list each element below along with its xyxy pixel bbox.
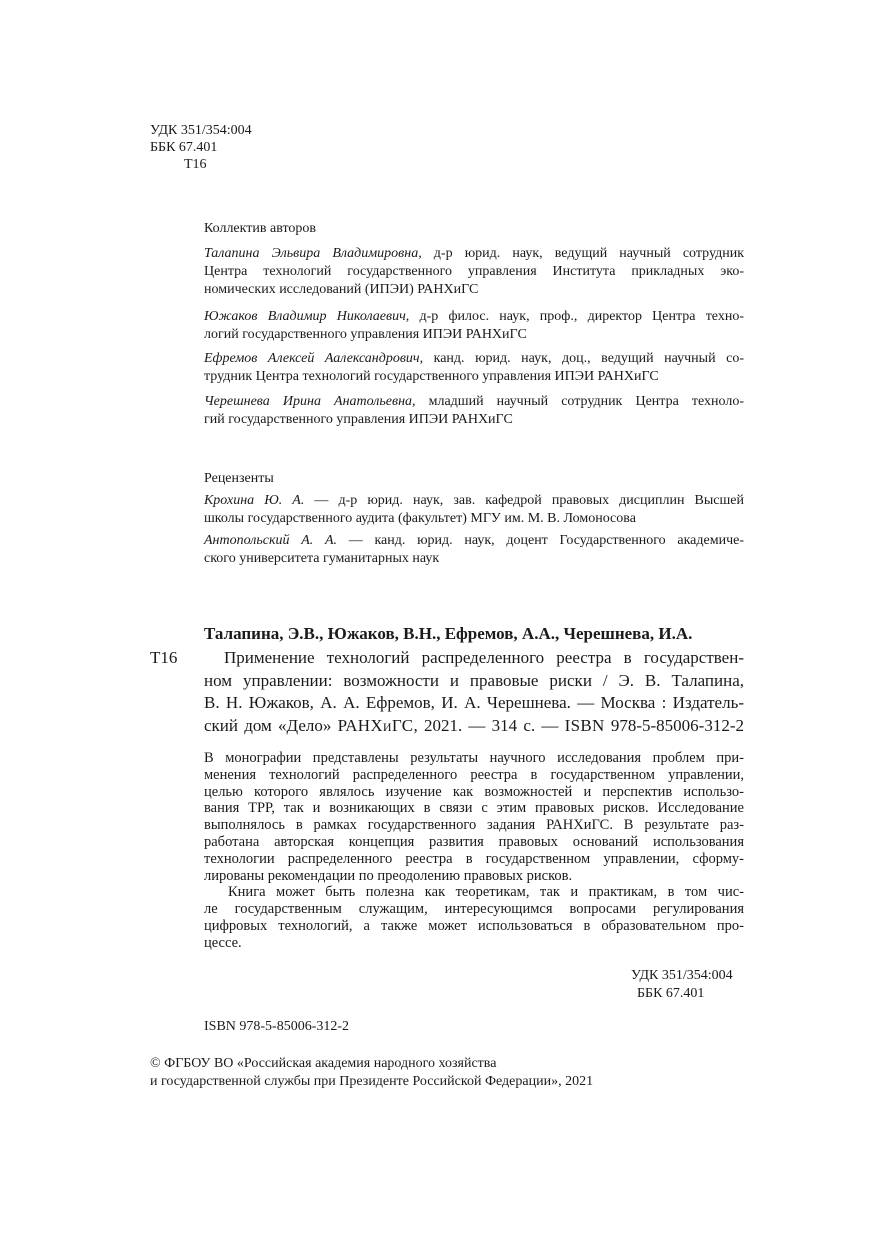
author-name: Ефремов Алексей Аалександрович, (204, 351, 424, 366)
udk-code: УДК 351/354:004 (150, 123, 252, 138)
citation-body: Применение технологий распределенного реестра в государствен- ном управлении: возможности и правовые риски / Э. В. Талапина, В. Н. Южаков, А. А. Ефремов, И. А. Черешнева. — Москва : Издатель- ский дом «Дело» РАНХиГС, 2021. — 314 с. — ISBN 978-5-85006-312-2 (204, 648, 744, 735)
footer-udk: УДК 351/354:004 (631, 968, 733, 983)
abstract: В монографии представлены результаты научного исследования проблем при- менения технологий распределенного реестра в государственном управлении, целью которого являлось изучение как возможностей и перспектив использо- вания ТРР, так и возникающих в связи с этим правовых рисков. Исследование выполнялось в рамках государственного задания РАНХиГС. В результате раз- работана авторская концепция развития правовых оснований использования технологии распределенного реестра в государственном управлении, сформу- лированы рекомендации по преодолению правовых рисков. Книга может быть полезна как теоретикам, так и практикам, в том чис- ле государственным служащим, интересующимся вопросами регулирования цифровых технологий, а также может использоваться в образовательном про- цессе. (204, 750, 744, 951)
footer-bbk: ББК 67.401 (637, 986, 705, 1001)
author-entry: Талапина Эльвира Владимировна, д-р юрид. наук, ведущий научный сотрудник Центра технологий государственного управления Института прикладных эко- номических исследований (ИПЭИ) РАНХиГС (204, 246, 744, 297)
copyright-line: © ФГБОУ ВО «Российская академия народного хозяйства (150, 1056, 497, 1071)
authors-heading: Коллектив авторов (204, 221, 316, 236)
reviewer-name: Крохина Ю. А. (204, 493, 305, 508)
author-name: Талапина Эльвира Владимировна, (204, 246, 422, 261)
reviewer-entry: Крохина Ю. А. — д-р юрид. наук, зав. кафедрой правовых дисциплин Высшей школы государственного аудита (факультет) МГУ им. М. В. Ломоносова (204, 493, 744, 526)
bbk-code: ББК 67.401 (150, 140, 218, 155)
reviewer-entry: Антопольский А. А. — канд. юрид. наук, доцент Государственного академиче- ского университета гуманитарных наук (204, 533, 744, 566)
copyright-line: и государственной службы при Президенте Российской Федерации», 2021 (150, 1074, 594, 1089)
citation-heading: Талапина, Э.В., Южаков, В.Н., Ефремов, А.А., Черешнева, И.А. (204, 624, 693, 643)
author-entry: Ефремов Алексей Аалександрович, канд. юрид. наук, доц., ведущий научный со- трудник Центра технологий государственного управления ИПЭИ РАНХиГС (204, 351, 744, 384)
reviewers-heading: Рецензенты (204, 471, 274, 486)
author-name: Черешнева Ирина Анатольевна, (204, 394, 416, 409)
author-mark: Т16 (184, 157, 207, 172)
author-entry: Черешнева Ирина Анатольевна, младший научный сотрудник Центра техноло- гий государственного управления ИПЭИ РАНХиГС (204, 394, 744, 427)
citation-mark: Т16 (150, 648, 178, 667)
isbn: ISBN 978-5-85006-312-2 (204, 1019, 350, 1034)
author-name: Южаков Владимир Николаевич, (204, 309, 410, 324)
reviewer-name: Антопольский А. А. (204, 533, 338, 548)
author-entry: Южаков Владимир Николаевич, д-р филос. наук, проф., директор Центра техно- логий государственного управления ИПЭИ РАНХиГС (204, 309, 744, 342)
